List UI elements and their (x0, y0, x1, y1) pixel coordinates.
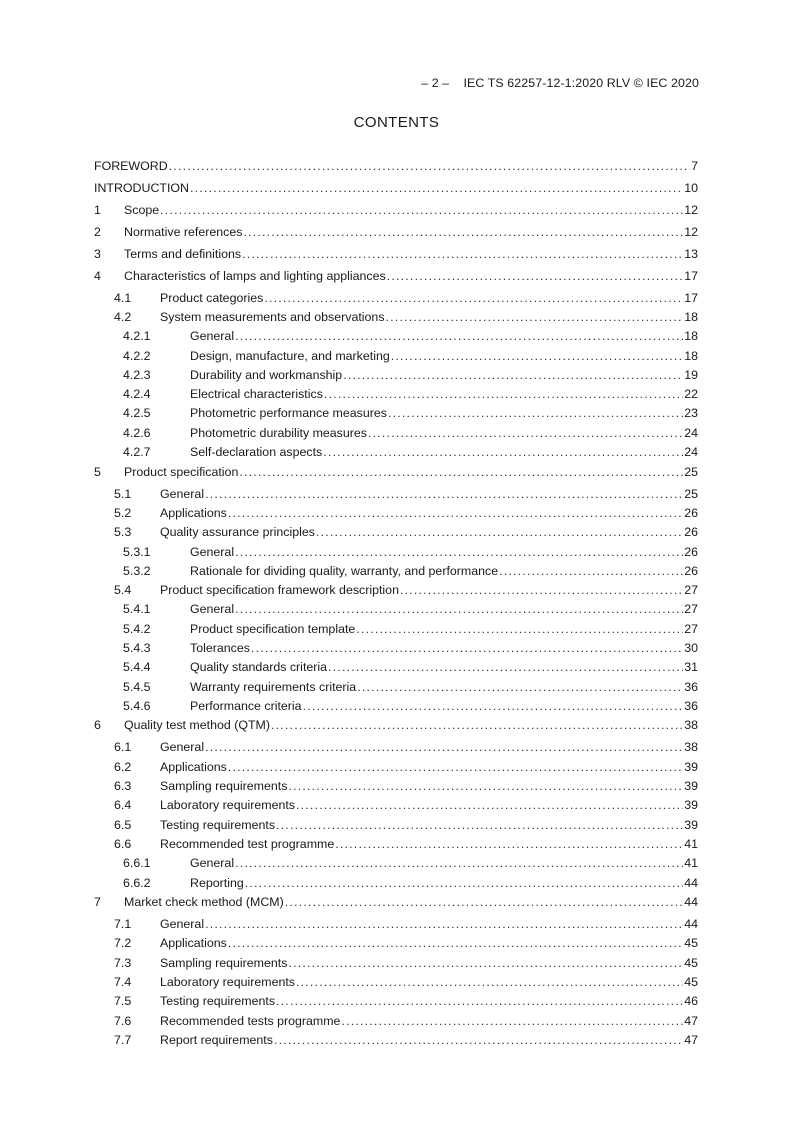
toc-entry-label: INTRODUCTION (94, 181, 189, 195)
dot-leader (245, 874, 683, 892)
toc-entry-page-number: 18 (684, 329, 698, 343)
dot-leader (324, 385, 683, 403)
dot-leader (400, 581, 683, 599)
toc-entry-label: FOREWORD (94, 159, 168, 173)
toc-entry-body (160, 289, 698, 307)
toc-entry[interactable] (94, 404, 698, 422)
toc-entry-label: Laboratory requirements (160, 975, 295, 989)
toc-entry-number: 7.7 (114, 1033, 132, 1047)
toc-entry-label: Sampling requirements (160, 779, 288, 793)
toc-entry-number: 5.3 (114, 525, 132, 539)
toc-entry-page-number: 45 (684, 936, 698, 950)
dot-leader (235, 854, 683, 872)
toc-entry-page-number: 27 (684, 602, 698, 616)
toc-entry-page-number: 36 (684, 699, 698, 713)
toc-entry-body (160, 1012, 698, 1030)
dot-leader (323, 443, 683, 461)
toc-entry-number: 5.4.6 (123, 699, 151, 713)
toc-entry-body (160, 485, 698, 503)
toc-entry-label: Testing requirements (160, 818, 276, 832)
toc-entry-number: 5.3.2 (123, 564, 151, 578)
toc-entry-page-number: 39 (684, 760, 698, 774)
dot-leader (357, 678, 683, 696)
dot-leader (235, 543, 683, 561)
toc-entry-number: 4.2.4 (123, 387, 151, 401)
toc-entry-page-number: 44 (684, 895, 698, 909)
toc-entry-page-number: 39 (684, 798, 698, 812)
toc-entry-number: 5.3.1 (123, 545, 151, 559)
toc-entry[interactable] (94, 934, 698, 952)
toc-entry-number: 4.2.1 (123, 329, 151, 343)
toc-entry-body (124, 267, 698, 285)
toc-entry[interactable] (94, 581, 698, 599)
toc-entry-label: Report requirements (160, 1033, 273, 1047)
dot-leader (271, 716, 683, 734)
toc-entry-label: Quality test method (QTM) (124, 718, 270, 732)
toc-entry-number: 4.2.6 (123, 426, 151, 440)
dot-leader (228, 504, 683, 522)
toc-entry[interactable] (94, 223, 698, 241)
toc-entry-page-number: 18 (684, 349, 698, 363)
toc-entry-body (190, 366, 698, 384)
toc-entry-number: 6.3 (114, 779, 132, 793)
toc-entry-label: Quality assurance principles (160, 525, 315, 539)
toc-entry-number: 1 (94, 203, 101, 217)
toc-entry[interactable] (94, 893, 698, 911)
toc-entry-page-number: 17 (684, 269, 698, 283)
toc-entry-label: Self-declaration aspects (190, 445, 323, 459)
dot-leader (235, 327, 683, 345)
toc-entry-page-number: 25 (684, 465, 698, 479)
dot-leader (235, 600, 683, 618)
toc-entry-number: 4.2.5 (123, 406, 151, 420)
toc-entry-number: 7.2 (114, 936, 132, 950)
toc-entry[interactable] (94, 973, 698, 991)
toc-entry[interactable] (94, 1031, 698, 1049)
toc-entry[interactable] (94, 678, 698, 696)
toc-entry-number: 5.2 (114, 506, 132, 520)
toc-entry-page-number: 24 (684, 426, 698, 440)
toc-entry-number: 6.2 (114, 760, 132, 774)
toc-entry-label: Characteristics of lamps and lighting appliances (124, 269, 386, 283)
toc-entry-number: 6.6.2 (123, 876, 151, 890)
dot-leader (356, 620, 683, 638)
toc-entry-label: Warranty requirements criteria (190, 680, 357, 694)
toc-entry-label: Terms and definitions (124, 247, 242, 261)
toc-entry-body (160, 992, 698, 1010)
dot-leader (341, 1012, 683, 1030)
toc-entry-body (190, 404, 698, 422)
dot-leader (368, 424, 683, 442)
toc-entry-label: Laboratory requirements (160, 798, 295, 812)
toc-entry[interactable] (94, 157, 698, 175)
toc-entry-page-number: 38 (684, 740, 698, 754)
toc-entry-page-number: 13 (684, 247, 698, 261)
toc-entry-body (190, 327, 698, 345)
toc-entry[interactable] (94, 523, 698, 541)
dot-leader (169, 157, 690, 175)
toc-entry-label: Recommended test programme (160, 837, 335, 851)
toc-entry-label: Tolerances (190, 641, 250, 655)
toc-entry-page-number: 47 (684, 1033, 698, 1047)
toc-entry[interactable] (94, 854, 698, 872)
toc-entry-number: 2 (94, 225, 101, 239)
toc-entry-body (160, 1031, 698, 1049)
toc-entry-body (160, 915, 698, 933)
page-title: CONTENTS (353, 114, 440, 131)
toc-entry[interactable] (94, 992, 698, 1010)
toc-entry-body (160, 954, 698, 972)
toc-entry-number: 3 (94, 247, 101, 261)
toc-entry[interactable] (94, 697, 698, 715)
dot-leader (499, 562, 683, 580)
dot-leader (343, 366, 683, 384)
dot-leader (228, 934, 683, 952)
toc-entry-body (124, 463, 698, 481)
dot-leader (205, 485, 683, 503)
toc-entry-number: 4.2 (114, 310, 132, 324)
toc-entry-body (190, 697, 698, 715)
toc-entry-page-number: 24 (684, 445, 698, 459)
toc-entry-label: Applications (160, 760, 227, 774)
toc-entry-body (160, 758, 698, 776)
dot-leader (239, 463, 683, 481)
dot-leader (303, 697, 684, 715)
toc-entry-number: 4 (94, 269, 101, 283)
toc-entry-body (160, 504, 698, 522)
toc-entry-number: 6 (94, 718, 101, 732)
dot-leader (276, 816, 683, 834)
toc-entry-page-number: 23 (684, 406, 698, 420)
toc-entry[interactable] (94, 385, 698, 403)
toc-entry-page-number: 45 (684, 956, 698, 970)
toc-entry-number: 5.4 (114, 583, 132, 597)
toc-entry-number: 5.4.1 (123, 602, 151, 616)
dot-leader (388, 404, 683, 422)
toc-entry-label: General (190, 856, 235, 870)
toc-entry[interactable] (94, 289, 698, 307)
toc-entry-page-number: 45 (684, 975, 698, 989)
toc-entry-page-number: 39 (684, 779, 698, 793)
toc-entry-label: Product categories (160, 291, 264, 305)
toc-entry-body (160, 777, 698, 795)
toc-entry-page-number: 31 (684, 660, 698, 674)
toc-entry-number: 5.4.4 (123, 660, 151, 674)
toc-entry-label: Electrical characteristics (190, 387, 323, 401)
toc-entry-label: General (160, 740, 205, 754)
toc-entry-body (190, 543, 698, 561)
toc-entry-body (190, 562, 698, 580)
toc-entry-page-number: 26 (684, 564, 698, 578)
toc-entry[interactable] (94, 443, 698, 461)
dot-leader (242, 245, 683, 263)
toc-entry[interactable] (94, 716, 698, 734)
toc-entry-body (190, 639, 698, 657)
toc-entry-page-number: 26 (684, 506, 698, 520)
toc-entry[interactable] (94, 835, 698, 853)
dot-leader (243, 223, 683, 241)
running-header: – 2 – IEC TS 62257-12-1:2020 RLV © IEC 2020 (421, 76, 699, 90)
dot-leader (296, 796, 683, 814)
toc-entry-body (190, 443, 698, 461)
toc-entry-page-number: 41 (684, 856, 698, 870)
toc-entry-number: 7 (94, 895, 101, 909)
toc-entry-body (160, 796, 698, 814)
dot-leader (228, 758, 683, 776)
toc-entry-body (94, 179, 698, 197)
dot-leader (285, 893, 683, 911)
toc-entry-body (160, 738, 698, 756)
toc-entry-label: Product specification (124, 465, 239, 479)
toc-entry[interactable] (94, 758, 698, 776)
toc-entry[interactable] (94, 201, 698, 219)
toc-entry-label: Sampling requirements (160, 956, 288, 970)
toc-entry[interactable] (94, 639, 698, 657)
toc-entry-body (190, 385, 698, 403)
toc-entry-number: 4.2.3 (123, 368, 151, 382)
toc-entry[interactable] (94, 954, 698, 972)
toc-entry-page-number: 36 (684, 680, 698, 694)
dot-leader (387, 267, 683, 285)
dot-leader (251, 639, 683, 657)
toc-entry-label: Market check method (MCM) (124, 895, 284, 909)
toc-entry-number: 5.4.2 (123, 622, 151, 636)
toc-entry-number: 4.2.2 (123, 349, 151, 363)
toc-entry[interactable] (94, 347, 698, 365)
toc-entry-page-number: 39 (684, 818, 698, 832)
toc-entry-body (190, 347, 698, 365)
toc-entry-label: Photometric performance measures (190, 406, 387, 420)
dot-leader (264, 289, 683, 307)
dot-leader (386, 308, 684, 326)
dot-leader (316, 523, 683, 541)
toc-entry[interactable] (94, 562, 698, 580)
toc-entry-page-number: 47 (684, 1014, 698, 1028)
toc-entry-page-number: 44 (684, 876, 698, 890)
toc-entry-label: Quality standards criteria (190, 660, 328, 674)
toc-entry-number: 6.6 (114, 837, 132, 851)
toc-entry-label: General (190, 545, 235, 559)
toc-entry-label: General (190, 602, 235, 616)
toc-entry-body (94, 157, 698, 175)
toc-entry-page-number: 12 (684, 203, 698, 217)
toc-entry-body (190, 874, 698, 892)
dot-leader (190, 179, 683, 197)
toc-entry-body (190, 620, 698, 638)
toc-entry[interactable] (94, 463, 698, 481)
toc-entry-label: Product specification framework description (160, 583, 399, 597)
toc-entry-label: Design, manufacture, and marketing (190, 349, 390, 363)
toc-entry[interactable] (94, 777, 698, 795)
toc-entry-label: Applications (160, 506, 227, 520)
toc-entry-body (124, 716, 698, 734)
toc-entry[interactable] (94, 366, 698, 384)
dot-leader (160, 201, 683, 219)
toc-entry-body (190, 424, 698, 442)
toc-entry-page-number: 38 (684, 718, 698, 732)
dot-leader (274, 1031, 683, 1049)
toc-entry-number: 6.6.1 (123, 856, 151, 870)
toc-entry[interactable] (94, 424, 698, 442)
dot-leader (205, 738, 683, 756)
toc-entry-label: Scope (124, 203, 160, 217)
toc-entry-body (124, 201, 698, 219)
toc-entry-page-number: 7 (691, 159, 698, 173)
toc-entry-label: Durability and workmanship (190, 368, 343, 382)
toc-entry-label: Product specification template (190, 622, 356, 636)
toc-entry-page-number: 30 (684, 641, 698, 655)
toc-entry-label: Photometric durability measures (190, 426, 367, 440)
toc-entry-page-number: 46 (684, 994, 698, 1008)
toc-entry-page-number: 22 (684, 387, 698, 401)
toc-entry-label: Testing requirements (160, 994, 276, 1008)
toc-entry[interactable] (94, 738, 698, 756)
toc-entry-label: General (160, 487, 205, 501)
toc-entry-number: 5.1 (114, 487, 132, 501)
toc-entry-body (160, 523, 698, 541)
toc-entry-label: General (190, 329, 235, 343)
toc-entry-number: 7.3 (114, 956, 132, 970)
toc-entry-body (190, 600, 698, 618)
toc-entry-label: Reporting (190, 876, 244, 890)
dot-leader (288, 954, 683, 972)
toc-entry-number: 7.6 (114, 1014, 132, 1028)
toc-entry[interactable] (94, 620, 698, 638)
toc-entry[interactable] (94, 816, 698, 834)
toc-entry[interactable] (94, 796, 698, 814)
toc-entry-body (160, 973, 698, 991)
toc-entry-label: System measurements and observations (160, 310, 385, 324)
toc-entry[interactable] (94, 179, 698, 197)
toc-entry-number: 7.1 (114, 917, 132, 931)
toc-entry-page-number: 25 (684, 487, 698, 501)
toc-entry-number: 4.1 (114, 291, 132, 305)
toc-entry-body (190, 678, 698, 696)
toc-entry-page-number: 17 (684, 291, 698, 305)
toc-entry-body (124, 223, 698, 241)
toc-entry-page-number: 41 (684, 837, 698, 851)
toc-entry[interactable] (94, 485, 698, 503)
toc-entry-number: 7.4 (114, 975, 132, 989)
toc-entry-number: 5 (94, 465, 101, 479)
toc-entry[interactable] (94, 504, 698, 522)
toc-entry-body (160, 581, 698, 599)
toc-entry-body (160, 835, 698, 853)
dot-leader (205, 915, 683, 933)
dot-leader (296, 973, 683, 991)
toc-entry[interactable] (94, 658, 698, 676)
toc-entry[interactable] (94, 874, 698, 892)
toc-entry-number: 6.5 (114, 818, 132, 832)
toc-entry-label: Performance criteria (190, 699, 302, 713)
toc-entry-body (160, 816, 698, 834)
toc-entry-number: 5.4.5 (123, 680, 151, 694)
toc-entry-body (190, 854, 698, 872)
toc-entry-body (190, 658, 698, 676)
toc-entry[interactable] (94, 600, 698, 618)
toc-entry-number: 7.5 (114, 994, 132, 1008)
toc-entry-body (124, 245, 698, 263)
dot-leader (335, 835, 683, 853)
toc-entry-page-number: 26 (684, 525, 698, 539)
toc-entry-label: Recommended tests programme (160, 1014, 341, 1028)
toc-entry-number: 4.2.7 (123, 445, 151, 459)
toc-entry-label: Rationale for dividing quality, warranty, and performance (190, 564, 499, 578)
toc-entry-page-number: 27 (684, 583, 698, 597)
toc-entry-body (160, 934, 698, 952)
toc-entry-number: 5.4.3 (123, 641, 151, 655)
toc-entry-body (124, 893, 698, 911)
toc-entry-page-number: 26 (684, 545, 698, 559)
toc-entry[interactable] (94, 915, 698, 933)
toc-entry[interactable] (94, 327, 698, 345)
dot-leader (391, 347, 683, 365)
toc-entry-label: Normative references (124, 225, 243, 239)
toc-entry-number: 6.4 (114, 798, 132, 812)
dot-leader (328, 658, 683, 676)
toc-entry-number: 6.1 (114, 740, 132, 754)
toc-entry[interactable] (94, 267, 698, 285)
toc-entry[interactable] (94, 1012, 698, 1030)
dot-leader (288, 777, 683, 795)
toc-entry-page-number: 27 (684, 622, 698, 636)
toc-entry-page-number: 10 (684, 181, 698, 195)
toc-entry-label: Applications (160, 936, 227, 950)
dot-leader (276, 992, 683, 1010)
toc-entry-label: General (160, 917, 205, 931)
toc-entry-page-number: 18 (684, 310, 698, 324)
toc-entry-page-number: 12 (684, 225, 698, 239)
toc-entry[interactable] (94, 543, 698, 561)
toc-entry-body (160, 308, 698, 326)
toc-entry[interactable] (94, 308, 698, 326)
toc-entry-page-number: 19 (684, 368, 698, 382)
toc-entry[interactable] (94, 245, 698, 263)
toc-entry-page-number: 44 (684, 917, 698, 931)
